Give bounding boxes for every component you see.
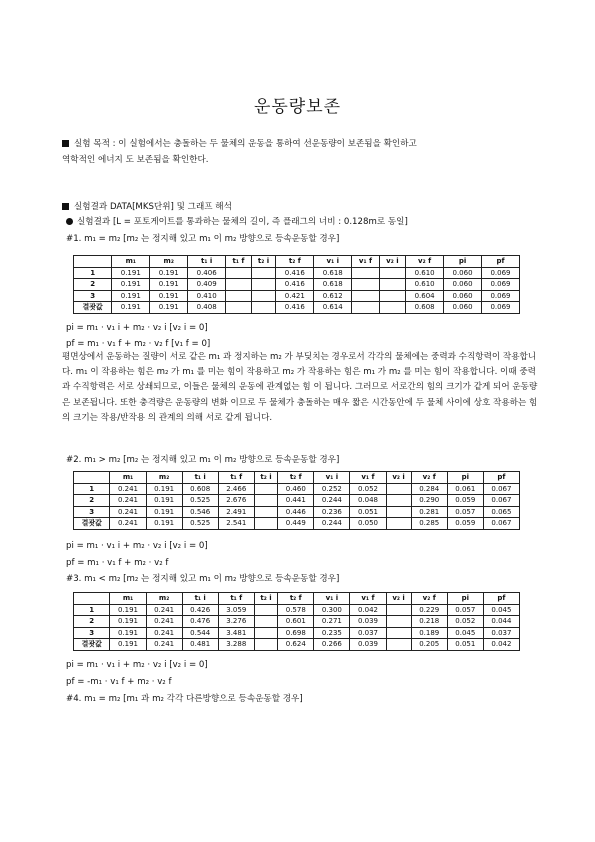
table-row [74,495,520,507]
table-cell: 0.052 [350,483,386,495]
sub-header-text: 실험결과 [L = 포토게이트를 통과하는 물체의 길이, 즉 플래그의 너비 : 0.128m로 동일] [77,217,408,227]
table-cell [254,639,277,651]
header-cell: v₁ i [314,472,350,484]
table-cell: 0.624 [278,639,314,651]
table-cell: 0.410 [188,290,226,302]
table-cell: 0.067 [483,495,519,507]
table-cell: 0.241 [146,639,182,651]
table-row [74,302,520,314]
header-cell: m₁ [110,472,146,484]
table-cell [386,495,411,507]
table-cell: 0.608 [182,483,218,495]
table-cell [386,483,411,495]
table-cell: 0.406 [188,267,226,279]
table-cell: 0.191 [110,627,146,639]
circle-bullet-icon [66,218,73,225]
table-cell: 0.191 [146,495,182,507]
row-label-cell: 2 [74,279,112,291]
table-cell [251,302,276,314]
header-cell: t₂ f [278,472,314,484]
row-label-cell: 3 [74,290,112,302]
header-cell: t₁ f [226,256,252,268]
case-3-eq-pf: pf = -m₁ · v₁ f + m₂ · v₂ f [66,677,172,687]
table-cell: 0.525 [182,518,218,530]
table-cell: 0.050 [350,518,386,530]
table-row [74,279,520,291]
table-cell [251,290,276,302]
table-cell [386,506,411,518]
table-cell: 0.241 [110,518,146,530]
table-cell [386,518,411,530]
row-label-cell: 3 [74,627,110,639]
case-1-table [73,255,520,314]
table-cell: 0.060 [444,279,482,291]
case-1-label: #1. m₁ = m₂ [m₂ 는 정지해 있고 m₁ 이 m₂ 방향으로 등속운동할 경우] [66,234,340,244]
table-cell: 0.065 [483,506,519,518]
table-row [74,604,520,616]
table-cell: 3.059 [218,604,254,616]
header-cell: pi [444,256,482,268]
table-cell: 0.191 [150,302,188,314]
table-cell: 0.285 [411,518,447,530]
header-cell: m₂ [146,472,182,484]
table-cell [352,290,379,302]
table-cell: 0.067 [483,518,519,530]
table-cell: 0.241 [146,627,182,639]
table-cell [254,604,277,616]
row-label-cell: 2 [74,616,110,628]
table-cell: 0.191 [112,267,150,279]
table-cell [251,279,276,291]
table-cell: 0.241 [110,506,146,518]
table-cell: 0.191 [150,279,188,291]
header-cell: t₂ f [276,256,314,268]
header-cell: m₁ [112,256,150,268]
table-row [74,616,520,628]
row-label-cell: 결괏값 [74,639,110,651]
case-2-eq-pf: pf = m₁ · v₁ f + m₂ · v₂ f [66,558,169,568]
table-cell: 0.191 [150,267,188,279]
header-cell: v₂ i [386,593,411,605]
table-cell [386,604,411,616]
table-cell: 0.042 [350,604,386,616]
page-title: 운동량보존 [253,97,342,117]
section-header-text: 실험결과 DATA[MKS단위] 및 그래프 해석 [74,202,232,212]
table-cell: 2.676 [218,495,254,507]
table-row [74,627,520,639]
table-cell: 0.290 [411,495,447,507]
row-label-cell: 2 [74,495,110,507]
table-cell: 0.205 [411,639,447,651]
table-cell: 0.481 [182,639,218,651]
header-cell: v₂ i [379,256,405,268]
table-cell: 0.612 [314,290,352,302]
row-label-cell: 결괏값 [74,302,112,314]
table-cell: 0.241 [110,495,146,507]
table-cell: 0.610 [406,267,444,279]
table-cell: 0.191 [112,279,150,291]
table-cell: 3.481 [218,627,254,639]
table-cell: 0.409 [188,279,226,291]
header-cell [74,593,110,605]
case-2-eq-pi: pi = m₁ · v₁ i + m₂ · v₂ i [v₂ i = 0] [66,541,208,551]
case-3-eq-pi: pi = m₁ · v₁ i + m₂ · v₂ i [v₂ i = 0] [66,660,208,670]
table-cell: 0.601 [278,616,314,628]
table-cell: 2.541 [218,518,254,530]
table-cell: 0.241 [110,483,146,495]
table-cell: 0.051 [447,639,483,651]
table-cell: 0.244 [314,518,350,530]
case-3-table [73,592,520,651]
table-cell: 0.059 [447,495,483,507]
table-cell [386,616,411,628]
table-cell: 0.236 [314,506,350,518]
table-cell: 0.604 [406,290,444,302]
header-cell: v₁ f [352,256,379,268]
header-cell: pf [482,256,520,268]
table-cell: 0.039 [350,639,386,651]
table-cell: 0.421 [276,290,314,302]
table-cell: 0.048 [350,495,386,507]
table-cell [386,627,411,639]
table-cell: 0.069 [482,290,520,302]
table-cell: 0.069 [482,302,520,314]
table-cell: 0.281 [411,506,447,518]
header-cell: v₂ f [411,472,447,484]
table-cell: 0.189 [411,627,447,639]
row-label-cell: 1 [74,267,112,279]
table-cell: 2.491 [218,506,254,518]
header-cell: m₁ [110,593,146,605]
table-cell: 0.042 [483,639,519,651]
table-cell: 0.060 [444,267,482,279]
table-cell [254,627,277,639]
table-cell: 0.416 [276,302,314,314]
case-2-table [73,471,520,530]
purpose-line-1 [62,138,417,150]
table-cell: 0.284 [411,483,447,495]
table-cell: 0.045 [447,627,483,639]
table-cell: 0.191 [112,302,150,314]
header-cell: v₂ i [386,472,411,484]
table-cell [251,267,276,279]
header-cell: t₁ i [182,472,218,484]
table-cell: 0.044 [483,616,519,628]
table-cell: 0.060 [444,290,482,302]
header-cell: pf [483,593,519,605]
table-cell: 0.037 [350,627,386,639]
table-cell: 0.546 [182,506,218,518]
table-cell: 0.441 [278,495,314,507]
table-cell: 0.059 [447,518,483,530]
table-cell: 0.191 [146,518,182,530]
table-cell [379,290,405,302]
square-bullet-icon [62,203,69,210]
table-cell: 0.618 [314,267,352,279]
table-cell: 0.191 [146,506,182,518]
table-row [74,267,520,279]
table-cell: 0.544 [182,627,218,639]
table-cell: 0.057 [447,506,483,518]
header-cell: v₁ f [350,472,386,484]
table-cell [254,483,277,495]
table-cell: 0.051 [350,506,386,518]
header-cell [74,472,110,484]
table-cell: 0.241 [146,616,182,628]
table-cell: 0.057 [447,604,483,616]
header-cell [74,256,112,268]
header-cell: v₂ f [406,256,444,268]
table-row [74,518,520,530]
section-header [62,201,232,213]
table-row [74,290,520,302]
table-cell: 0.037 [483,627,519,639]
header-cell: t₂ i [254,593,277,605]
header-cell: v₁ f [350,593,386,605]
square-bullet-icon [62,140,69,147]
table-cell: 0.408 [188,302,226,314]
table-cell: 0.191 [110,604,146,616]
table-cell: 0.525 [182,495,218,507]
table-cell: 0.271 [314,616,350,628]
table-cell: 0.416 [276,267,314,279]
table-cell: 0.229 [411,604,447,616]
table-cell: 0.218 [411,616,447,628]
case-1-eq-pi: pi = m₁ · v₁ i + m₂ · v₂ i [v₂ i = 0] [66,323,208,333]
header-cell: t₂ f [278,593,314,605]
table-cell: 0.067 [483,483,519,495]
table-cell: 0.244 [314,495,350,507]
sub-header [66,216,408,228]
table-cell: 0.060 [444,302,482,314]
case-3-label: #3. m₁ < m₂ [m₂ 는 정지해 있고 m₁ 이 m₂ 방향으로 등속운동할 경우] [66,574,340,584]
purpose-text: 실험 목적 : 이 실험에서는 충돌하는 두 물체의 운동을 통하여 선운동량이 보존됨을 확인하고 [74,139,417,149]
table-cell: 0.045 [483,604,519,616]
header-cell: v₂ f [411,593,447,605]
table-cell [254,495,277,507]
table-row [74,483,520,495]
table-cell: 0.416 [276,279,314,291]
header-cell: t₁ f [218,472,254,484]
header-cell: pi [447,472,483,484]
table-cell: 0.266 [314,639,350,651]
table-cell: 0.578 [278,604,314,616]
row-label-cell: 1 [74,604,110,616]
table-cell [254,616,277,628]
table-cell [352,267,379,279]
table-cell: 0.426 [182,604,218,616]
table-row [74,506,520,518]
case-4-label: #4. m₁ = m₂ [m₁ 과 m₂ 각각 다른방향으로 등속운동할 경우] [66,694,303,704]
table-cell [352,302,379,314]
table-cell [254,518,277,530]
table-cell: 0.698 [278,627,314,639]
table-cell: 0.039 [350,616,386,628]
table-cell: 0.618 [314,279,352,291]
table-cell: 0.069 [482,279,520,291]
table-cell: 0.052 [447,616,483,628]
header-cell: pf [483,472,519,484]
table-cell: 0.191 [110,639,146,651]
header-cell: t₁ f [218,593,254,605]
table-cell [226,290,252,302]
case-1-eq-pf: pf = m₁ · v₁ f + m₂ · v₂ f [v₁ f = 0] [66,339,211,349]
table-cell: 3.288 [218,639,254,651]
table-cell: 0.191 [112,290,150,302]
explanation-paragraph: 평면상에서 운동하는 질량이 서로 같은 m₁ 과 정지하는 m₂ 가 부딪치는 경우로서 각각의 물체에는 중력과 수직항력이 작용합니다. m₁ 이 작용하는 힘은 m₂ 가 m₁ 를 미는 힘이 작용하고 m₂ 가 작용하는 힘은 m₁ 가 m₂ 를 미는 힘이 작용합니다. 이때 중력과 수직항력은 서로 상쇄되므로, 이들은 물체의 운동에 관계없는 힘 이 됩니다. 그러므로 서로간의 힘의 크기가 같게 되어 운동량은 보존됩니다. 또한 충격량은 운동량의 변화 이므로 두 물체가 충돌하는 매우 짧은 시간동안에 두 물체 사이에 상호 작용하는 힘의 크기는 작용/반작용 의 관계의 의해 서로 같게 됩니다. [62,352,538,423]
header-cell: t₁ i [182,593,218,605]
table-cell [379,279,405,291]
row-label-cell: 1 [74,483,110,495]
case-2-label: #2. m₁ > m₂ [m₂ 는 정지해 있고 m₁ 이 m₂ 방향으로 등속운동할 경우] [66,455,340,465]
table-cell: 0.608 [406,302,444,314]
row-label-cell: 3 [74,506,110,518]
header-cell: v₁ i [314,593,350,605]
table-cell: 0.069 [482,267,520,279]
table-header-row [74,472,520,484]
header-cell: t₁ i [188,256,226,268]
table-cell: 0.191 [146,483,182,495]
table-cell [226,302,252,314]
table-row [74,639,520,651]
table-cell: 0.446 [278,506,314,518]
table-cell: 0.614 [314,302,352,314]
table-header-row [74,593,520,605]
table-cell: 0.252 [314,483,350,495]
header-cell: t₂ i [251,256,276,268]
table-cell: 0.191 [110,616,146,628]
table-cell [379,267,405,279]
table-cell: 3.276 [218,616,254,628]
table-cell [226,267,252,279]
table-cell: 0.191 [150,290,188,302]
table-cell: 0.476 [182,616,218,628]
header-cell: pi [447,593,483,605]
header-cell: m₂ [150,256,188,268]
table-cell: 2.466 [218,483,254,495]
table-cell: 0.300 [314,604,350,616]
purpose-line-2: 역학적인 에너지 도 보존됨을 확인한다. [62,155,209,165]
table-cell [254,506,277,518]
table-cell: 0.241 [146,604,182,616]
table-cell [386,639,411,651]
table-cell: 0.061 [447,483,483,495]
table-header-row [74,256,520,268]
table-cell [352,279,379,291]
row-label-cell: 결괏값 [74,518,110,530]
table-cell: 0.449 [278,518,314,530]
table-cell [226,279,252,291]
header-cell: t₂ i [254,472,277,484]
table-cell [379,302,405,314]
table-cell: 0.235 [314,627,350,639]
header-cell: m₂ [146,593,182,605]
table-cell: 0.460 [278,483,314,495]
table-cell: 0.610 [406,279,444,291]
header-cell: v₁ i [314,256,352,268]
